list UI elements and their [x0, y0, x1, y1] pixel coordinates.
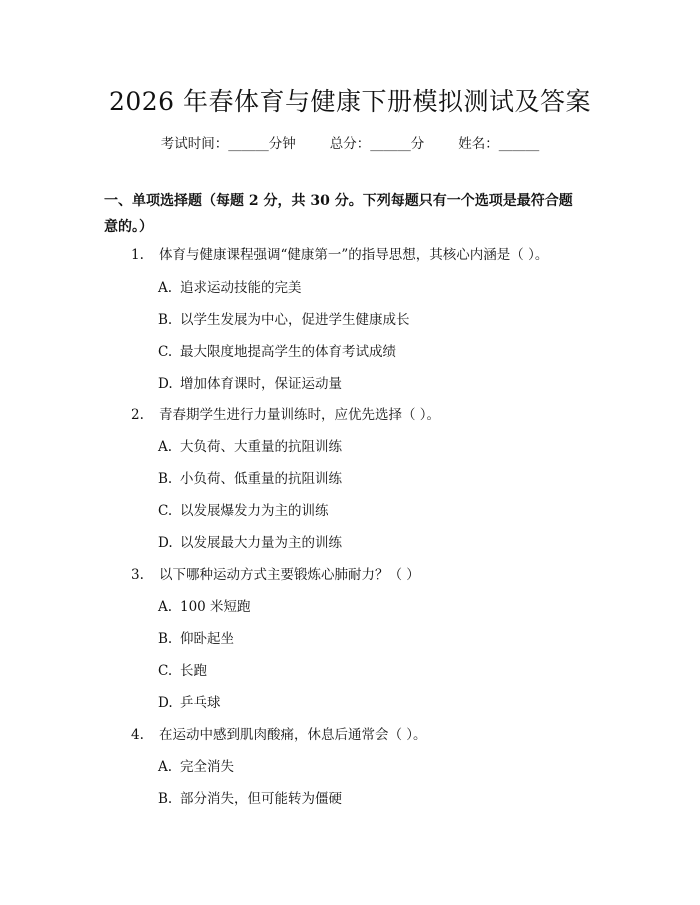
option-letter: C. — [158, 503, 173, 519]
question-1-option-d — [158, 372, 342, 392]
question-3 — [131, 563, 420, 583]
question-number: 2. — [131, 407, 144, 423]
option-letter: B. — [158, 631, 173, 647]
option-text: 以发展爆发力为主的训练 — [180, 503, 329, 519]
question-text: 体育与健康课程强调“健康第一”的指导思想，其核心内涵是（ ）。 — [159, 247, 549, 263]
option-letter: D. — [158, 535, 173, 551]
option-text: 部分消失，但可能转为僵硬 — [180, 791, 342, 807]
question-number: 3. — [131, 567, 144, 583]
option-letter: B. — [158, 312, 173, 328]
section-heading: 一、单项选择题（每题 2 分，共 30 分。下列每题只有一个选项是最符合题意的。） — [104, 193, 573, 235]
question-4 — [131, 723, 427, 743]
question-text: 在运动中感到肌肉酸痛，休息后通常会（ ）。 — [159, 727, 427, 743]
option-letter: A. — [158, 759, 173, 775]
option-text: 大负荷、大重量的抗阻训练 — [180, 439, 342, 455]
option-text: 仰卧起坐 — [180, 631, 234, 647]
question-1-option-c — [158, 340, 396, 360]
total-score-field: 总分：______分 — [329, 136, 425, 152]
exam-time-field: 考试时间：______分钟 — [160, 136, 296, 152]
option-letter: A. — [158, 599, 173, 615]
option-text: 增加体育课时，保证运动量 — [180, 376, 342, 392]
question-4-option-b — [158, 787, 342, 807]
question-number: 1. — [131, 247, 144, 263]
question-1-option-b — [158, 308, 410, 328]
option-letter: A. — [158, 280, 173, 296]
question-3-option-c — [158, 659, 207, 679]
option-text: 乒乓球 — [180, 695, 221, 711]
option-letter: D. — [158, 695, 173, 711]
question-2-option-d — [158, 531, 342, 551]
question-text: 以下哪种运动方式主要锻炼心肺耐力？（ ） — [159, 567, 420, 583]
question-4-option-a — [158, 755, 234, 775]
option-letter: C. — [158, 344, 173, 360]
option-text: 长跑 — [180, 663, 207, 679]
option-letter: B. — [158, 791, 173, 807]
option-letter: B. — [158, 471, 173, 487]
question-2-option-a — [158, 435, 342, 455]
option-letter: A. — [158, 439, 173, 455]
question-1 — [131, 243, 548, 263]
option-text: 以发展最大力量为主的训练 — [180, 535, 342, 551]
student-name-field: 姓名：______ — [458, 136, 540, 152]
question-text: 青春期学生进行力量训练时，应优先选择（ ）。 — [159, 407, 441, 423]
option-text: 完全消失 — [180, 759, 234, 775]
option-text: 小负荷、低重量的抗阻训练 — [180, 471, 342, 487]
option-text: 追求运动技能的完美 — [180, 280, 302, 296]
option-letter: D. — [158, 376, 173, 392]
question-3-option-a — [158, 595, 251, 615]
option-text: 100 米短跑 — [180, 599, 251, 615]
question-2-option-c — [158, 499, 329, 519]
exam-info-line — [0, 132, 700, 152]
option-letter: C. — [158, 663, 173, 679]
question-1-option-a — [158, 276, 302, 296]
option-text: 以学生发展为中心，促进学生健康成长 — [180, 312, 410, 328]
question-3-option-d — [158, 691, 221, 711]
question-2 — [131, 403, 440, 423]
question-number: 4. — [131, 727, 144, 743]
question-2-option-b — [158, 467, 342, 487]
option-text: 最大限度地提高学生的体育考试成绩 — [180, 344, 396, 360]
question-3-option-b — [158, 627, 234, 647]
document-title: 2026 年春体育与健康下册模拟测试及答案 — [108, 87, 592, 116]
